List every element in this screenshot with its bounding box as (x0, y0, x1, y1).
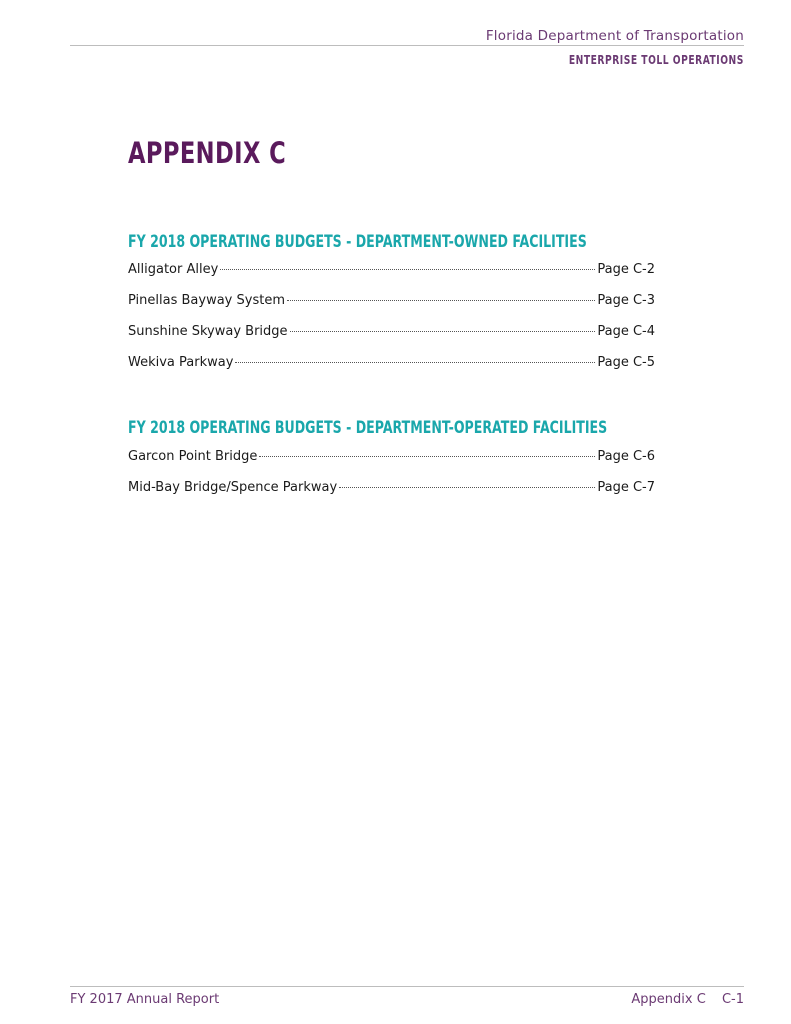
footer-page-number: C-1 (721, 992, 744, 1007)
page-title: APPENDIX C (128, 136, 287, 170)
toc-page: Page C-6 (597, 449, 655, 464)
toc-page: Page C-7 (597, 480, 655, 495)
toc-list-operated (128, 449, 655, 511)
toc-page: Page C-4 (597, 324, 655, 339)
toc-list-owned (128, 262, 655, 386)
section-heading-owned: FY 2018 OPERATING BUDGETS - DEPARTMENT-OWNED FACILITIES (128, 232, 587, 252)
toc-page: Page C-2 (597, 262, 655, 277)
toc-label: Mid-Bay Bridge/Spence Parkway (128, 480, 338, 495)
header-division: ENTERPRISE TOLL OPERATIONS (569, 53, 744, 67)
dot-leader (290, 331, 596, 332)
section-heading-operated: FY 2018 OPERATING BUDGETS - DEPARTMENT-OPERATED FACILITIES (128, 418, 608, 438)
toc-row[interactable] (128, 355, 655, 386)
header-organization: Florida Department of Transportation (485, 28, 744, 44)
toc-page: Page C-5 (597, 355, 655, 370)
dot-leader (259, 456, 595, 457)
toc-label: Pinellas Bayway System (128, 293, 285, 308)
footer-section: Appendix C (631, 992, 706, 1007)
toc-row[interactable] (128, 480, 655, 511)
dot-leader (220, 269, 595, 270)
toc-label: Sunshine Skyway Bridge (128, 324, 288, 339)
footer-rule (70, 986, 744, 987)
footer-page-info (631, 992, 744, 1007)
toc-label: Garcon Point Bridge (128, 449, 258, 464)
toc-label: Alligator Alley (128, 262, 219, 277)
dot-leader (235, 362, 595, 363)
dot-leader (287, 300, 595, 301)
header-rule (70, 45, 744, 46)
toc-label: Wekiva Parkway (128, 355, 234, 370)
toc-row[interactable] (128, 293, 655, 324)
toc-row[interactable] (128, 324, 655, 355)
dot-leader (339, 487, 595, 488)
toc-row[interactable] (128, 262, 655, 293)
footer-report-title: FY 2017 Annual Report (70, 992, 220, 1007)
toc-page: Page C-3 (597, 293, 655, 308)
toc-row[interactable] (128, 449, 655, 480)
